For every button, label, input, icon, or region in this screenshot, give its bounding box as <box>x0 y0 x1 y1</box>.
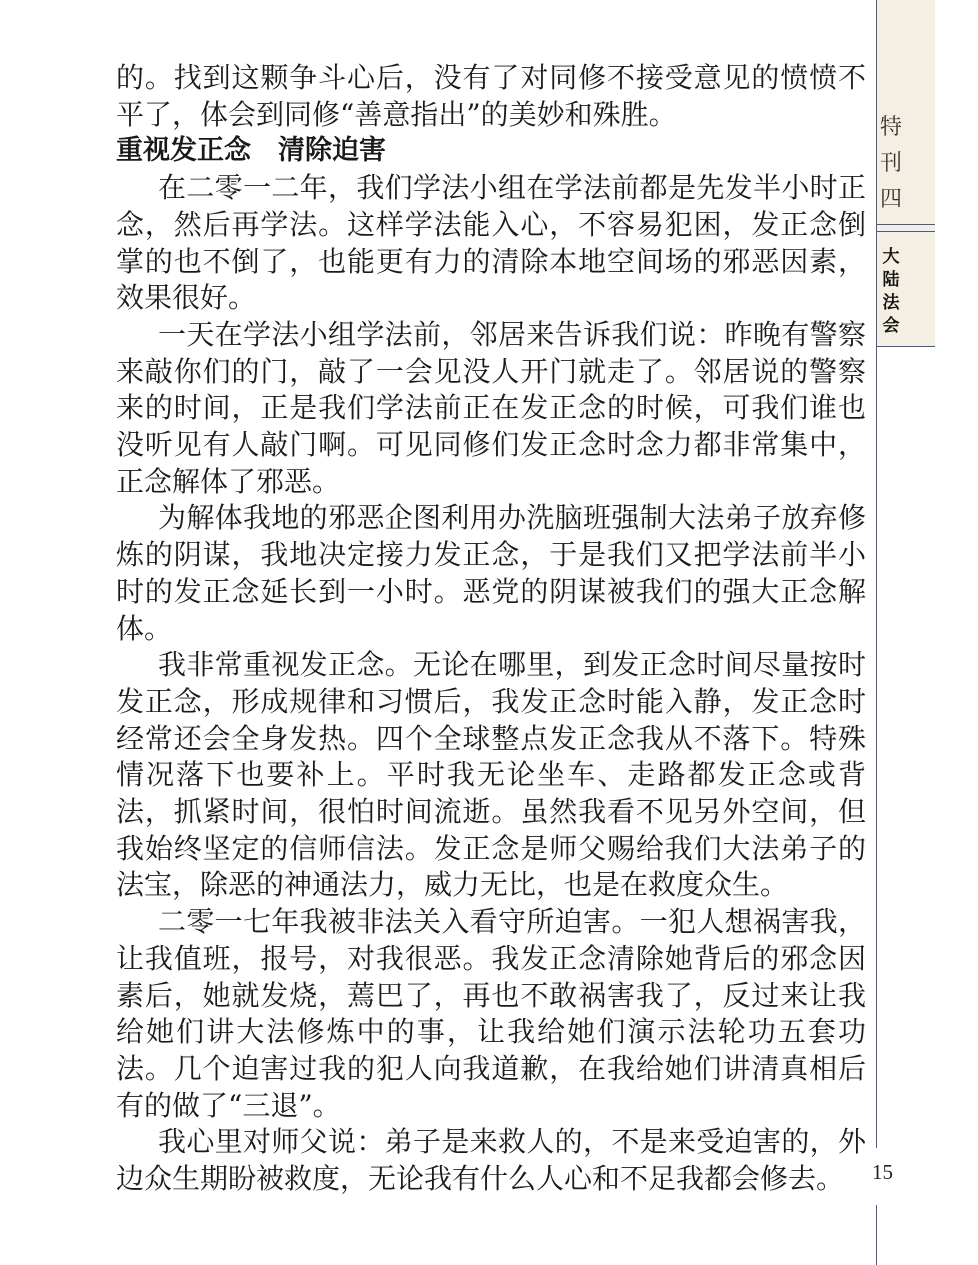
section-label <box>877 246 905 338</box>
issue-label-char: 四 <box>879 187 902 212</box>
paragraph: 为解体我地的邪恶企图利用办洗脑班强制大法弟子放弃修炼的阴谋，我地决定接力发正念，于是我们又把学法前半小时的发正念延长到一小时。恶党的阴谋被我们的强大正念解体。 <box>116 501 866 645</box>
paragraph: 我非常重视发正念。无论在哪里，到发正念时间尽量按时发正念，形成规律和习惯后，我发正念时能入静，发正念时经常还会全身发热。四个全球整点发正念我从不落下。特殊情况落下也要补上。平时我无论坐车、走路都发正念或背法，抓紧时间，很怕时间流逝。虽然我看不见另外空间，但我始终坚定的信师信法。发正念是师父赐给我们大法弟子的法宝，除恶的神通法力，威力无比，也是在救度众生。 <box>116 648 866 902</box>
tab-rule <box>877 346 935 347</box>
paragraph: 我心里对师父说：弟子是来救人的，不是来受迫害的，外边众生期盼被救度，无论我有什么人心和不足我都会修去。 <box>116 1125 866 1196</box>
paragraph: 的。找到这颗争斗心后，没有了对同修不接受意见的愤愤不平了，体会到同修“善意指出”的美妙和殊胜。 <box>116 61 866 131</box>
section-label-char: 大 <box>882 247 900 267</box>
section-heading: 重视发正念 清除迫害 <box>116 135 386 167</box>
tab-rule <box>877 224 935 225</box>
section-label-char: 会 <box>882 316 900 336</box>
paragraph: 一天在学法小组学法前，邻居来告诉我们说：昨晚有警察来敲你们的门，敲了一会见没人开门就走了。邻居说的警察来的时间，正是我们学法前正在发正念的时候，可我们谁也没听见有人敲门啊。可见同修们发正念时念力都非常集中，正念解体了邪恶。 <box>116 317 866 498</box>
tab-rule <box>877 231 935 232</box>
issue-label-char: 特 <box>879 115 902 140</box>
page-number: 15 <box>872 1160 893 1184</box>
section-label-char: 陆 <box>882 270 900 290</box>
paragraph: 二零一七年我被非法关入看守所迫害。一犯人想祸害我，让我值班，报号，对我很恶。我发正念清除她背后的邪念因素后，她就发烧，蔫巴了，再也不敢祸害我了，反过来让我给她们讲大法修炼中的事，让我给她们演示法轮功五套功法。几个迫害过我的犯人向我道歉，在我给她们讲清真相后有的做了“三退”。 <box>116 905 866 1122</box>
issue-label <box>877 110 905 218</box>
sidebar-divider-bottom <box>876 1205 877 1265</box>
issue-label-char: 刊 <box>879 151 902 176</box>
section-label-char: 法 <box>882 293 900 313</box>
paragraph: 在二零一二年，我们学法小组在学法前都是先发半小时正念，然后再学法。这样学法能入心，不容易犯困，发正念倒掌的也不倒了，也能更有力的清除本地空间场的邪恶因素，效果很好。 <box>116 171 866 315</box>
article-body <box>116 60 866 1198</box>
